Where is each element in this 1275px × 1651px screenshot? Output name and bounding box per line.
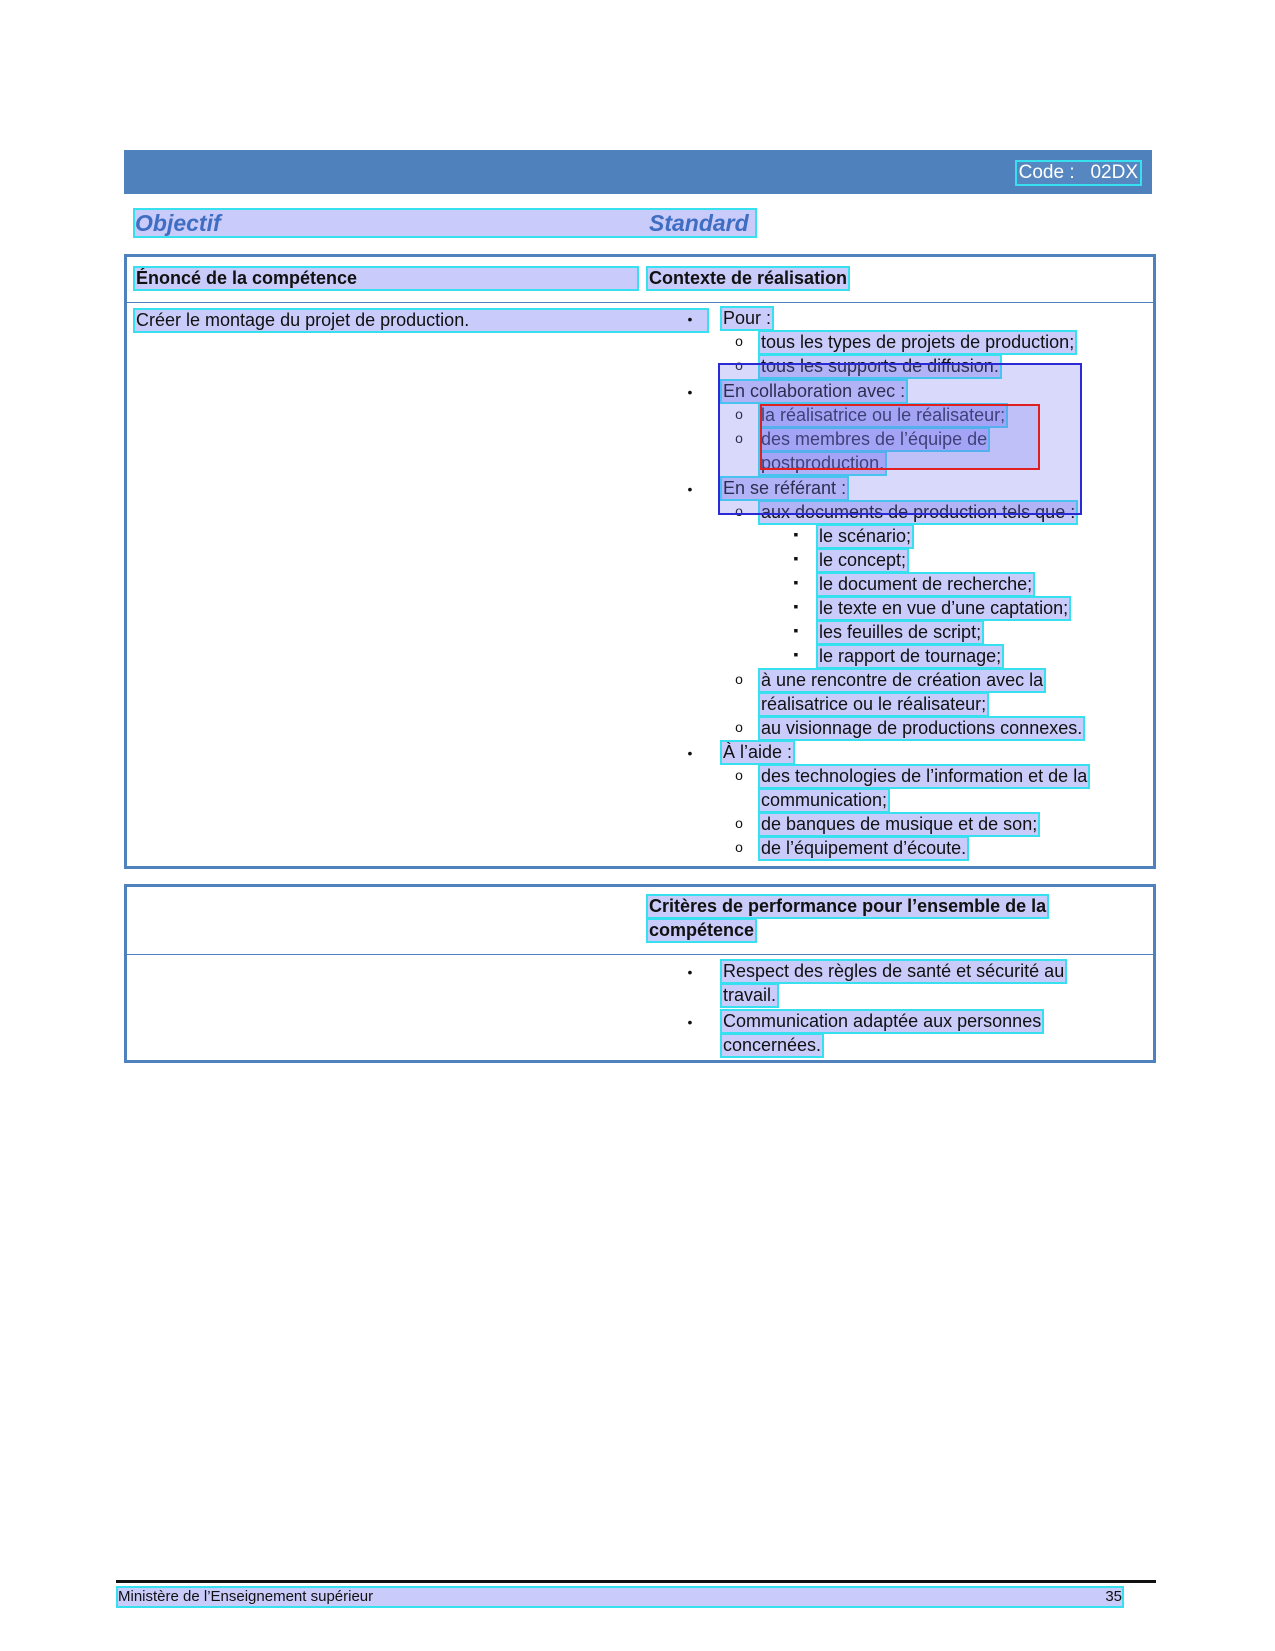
table-divider: [127, 954, 1153, 955]
bullet-l2: o: [735, 767, 743, 783]
bullet-l3: ▪: [793, 550, 799, 566]
bullet-l1: •: [687, 311, 693, 327]
code-header-bar: [124, 150, 1152, 194]
list-item: le concept;: [819, 550, 907, 570]
standard-heading: Standard: [649, 210, 749, 236]
criteria-item-continuation: travail.: [723, 985, 777, 1005]
list-item: de banques de musique et de son;: [761, 814, 1038, 834]
bullet-l2: o: [735, 839, 743, 855]
list-item: À l’aide :: [723, 742, 793, 762]
list-item: aux documents de production tels que :: [761, 502, 1076, 522]
bullet-l1: •: [687, 745, 693, 761]
list-item-continuation: postproduction.: [761, 453, 885, 473]
footer-ministry: Ministère de l’Enseignement supérieur: [118, 1588, 374, 1605]
criteria-item: Communication adaptée aux personnes: [723, 1011, 1042, 1031]
bullet-l3: ▪: [793, 646, 799, 662]
list-item: En se référant :: [723, 478, 847, 498]
list-item: la réalisatrice ou le réalisateur;: [761, 405, 1006, 425]
bullet-l2: o: [735, 815, 743, 831]
enonce-header: Énoncé de la compétence: [135, 268, 637, 289]
list-item: le document de recherche;: [819, 574, 1033, 594]
criteria-item: Respect des règles de santé et sécurité au: [723, 961, 1065, 981]
list-item: au visionnage de productions connexes.: [761, 718, 1083, 738]
list-item: tous les supports de diffusion.: [761, 356, 999, 376]
list-item: à une rencontre de création avec la: [761, 670, 1044, 690]
footer: [118, 1588, 1122, 1606]
list-item: le scénario;: [819, 526, 912, 546]
bullet-l2: o: [735, 719, 743, 735]
bullet-l3: ▪: [793, 598, 799, 614]
criteres-header-line2: compétence: [649, 920, 755, 940]
list-item: En collaboration avec :: [723, 381, 906, 401]
bullet-l2: o: [735, 357, 743, 373]
bullet-l2: o: [735, 406, 743, 422]
bullet-l3: ▪: [793, 526, 799, 542]
page-number: 35: [1105, 1588, 1122, 1605]
list-item: le texte en vue d’une captation;: [819, 598, 1069, 618]
list-item: tous les types de projets de production;: [761, 332, 1075, 352]
footer-rule: [116, 1580, 1156, 1583]
list-item: des technologies de l’information et de la: [761, 766, 1088, 786]
competence-statement: Créer le montage du projet de production.: [135, 310, 707, 331]
objectif-heading: Objectif: [135, 210, 221, 236]
bullet-l1: •: [687, 481, 693, 497]
table-divider: [127, 302, 1153, 303]
highlight-region: [760, 404, 1040, 470]
contexte-header: Contexte de réalisation: [649, 268, 848, 288]
bullet-l2: o: [735, 333, 743, 349]
list-item: les feuilles de script;: [819, 622, 982, 642]
bullet-l1: •: [687, 964, 693, 980]
bullet-l1: •: [687, 384, 693, 400]
list-item: des membres de l’équipe de: [761, 429, 988, 449]
bullet-l3: ▪: [793, 574, 799, 590]
bullet-l2: o: [735, 430, 743, 446]
criteres-header-line1: Critères de performance pour l’ensemble de la: [649, 896, 1047, 916]
list-item: le rapport de tournage;: [819, 646, 1002, 666]
bullet-l3: ▪: [793, 622, 799, 638]
section-headings: [135, 210, 755, 236]
code-label: Code : 02DX: [1018, 162, 1138, 183]
bullet-l2: o: [735, 671, 743, 687]
bullet-l2: o: [735, 503, 743, 519]
list-item-continuation: réalisatrice ou le réalisateur;: [761, 694, 987, 714]
list-item: Pour :: [723, 308, 772, 328]
criteria-item-continuation: concernées.: [723, 1035, 822, 1055]
list-item: de l’équipement d’écoute.: [761, 838, 967, 858]
list-item-continuation: communication;: [761, 790, 888, 810]
bullet-l1: •: [687, 1014, 693, 1030]
